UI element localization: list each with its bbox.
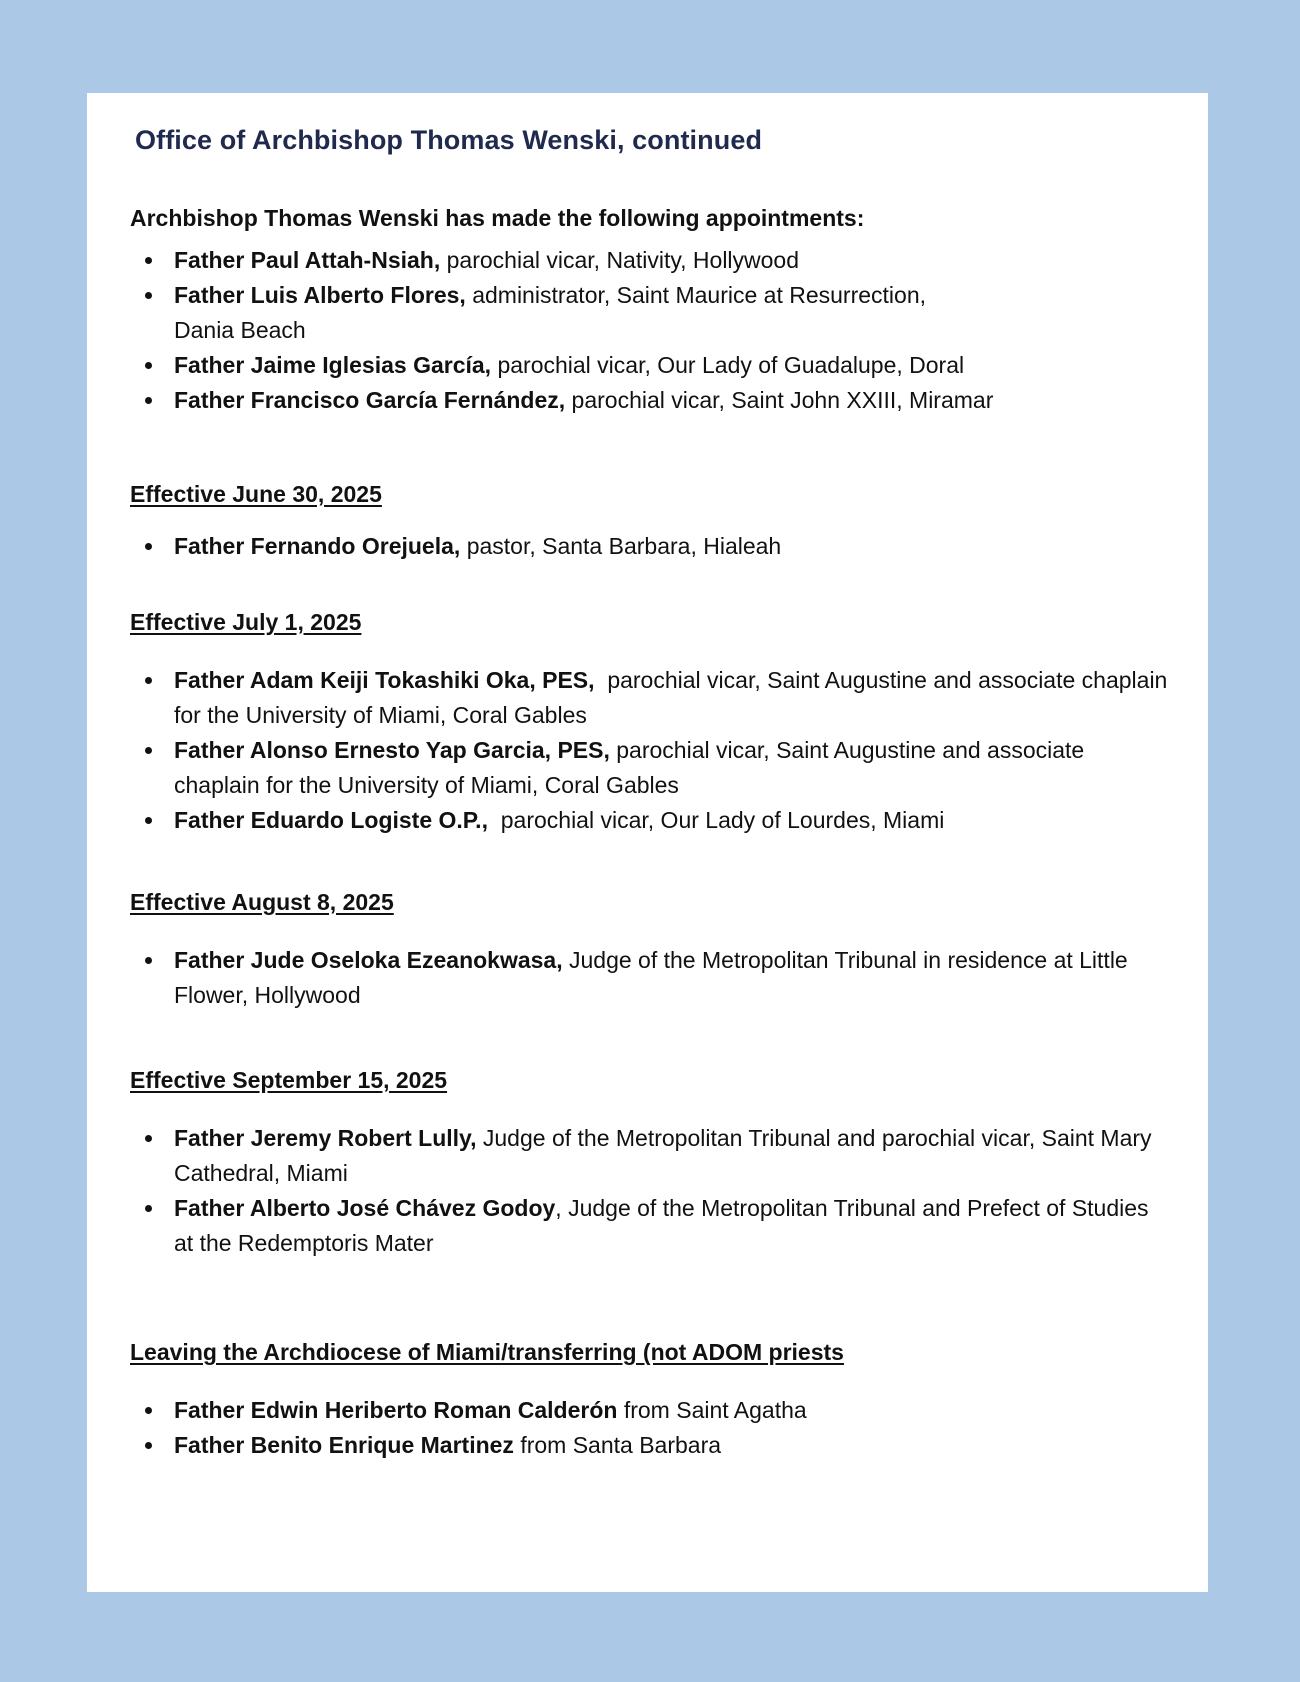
- priest-name: Father Alonso Ernesto Yap Garcia, PES,: [174, 737, 610, 763]
- list-item: [130, 943, 1170, 1013]
- section-heading-june-30: Effective June 30, 2025: [130, 481, 382, 507]
- priest-name: Father Jaime Iglesias García,: [174, 352, 492, 378]
- appointment-role: parochial vicar, Nativity, Hollywood: [446, 247, 800, 273]
- list-item: [130, 1191, 1170, 1261]
- priest-name: Father Alberto José Chávez Godoy: [174, 1195, 556, 1221]
- list-item: [130, 278, 1170, 348]
- list-item: [130, 1393, 1170, 1428]
- section-list-june-30: [130, 529, 1170, 564]
- list-item: [130, 663, 1170, 733]
- appointment-role: parochial vicar, Our Lady of Guadalupe, Doral: [497, 352, 965, 378]
- appointment-role: Judge of the Metropolitan Tribunal and parochial vicar, Saint Mary Cathedral, Miami: [174, 1125, 1152, 1186]
- priest-name: Father Eduardo Logiste O.P.,: [174, 807, 488, 833]
- priest-name: Father Jude Oseloka Ezeanokwasa,: [174, 947, 563, 973]
- appointment-role: Judge of the Metropolitan Tribunal in residence at Little Flower, Hollywood: [174, 947, 1128, 1008]
- section-heading-leaving: Leaving the Archdiocese of Miami/transferring (not ADOM priests: [130, 1339, 844, 1365]
- appointment-role: parochial vicar, Saint Augustine and associate chaplain for the University of Miami, Coral Gables: [174, 737, 1085, 798]
- list-item: [130, 529, 1170, 564]
- appointment-role: from Santa Barbara: [520, 1432, 722, 1458]
- page-title: Office of Archbishop Thomas Wenski, continued: [135, 125, 763, 155]
- appointment-role: pastor, Santa Barbara, Hialeah: [466, 533, 782, 559]
- appointment-role: administrator, Saint Maurice at Resurrection,: [472, 282, 927, 308]
- priest-name: Father Adam Keiji Tokashiki Oka, PES,: [174, 667, 595, 693]
- section-heading-september-15: Effective September 15, 2025: [130, 1067, 448, 1093]
- list-item: [130, 348, 1170, 383]
- section-heading-august-8: Effective August 8, 2025: [130, 889, 394, 915]
- list-item: [130, 243, 1170, 278]
- document-page: [87, 93, 1208, 1592]
- appointment-role: parochial vicar, Saint Augustine and associate chaplain for the University of Miami, Coral Gables: [174, 667, 1168, 728]
- appointment-role: from Saint Agatha: [623, 1397, 807, 1423]
- appointment-role: , Judge of the Metropolitan Tribunal and Prefect of Studies at the Redemptoris Mater: [174, 1195, 1149, 1256]
- priest-name: Father Francisco García Fernández,: [174, 387, 566, 413]
- section-list-september-15: [130, 1121, 1170, 1261]
- list-item: [130, 383, 1170, 418]
- priest-name: Father Benito Enrique Martinez: [174, 1432, 514, 1458]
- appointments-list: [130, 243, 1170, 418]
- intro-text: Archbishop Thomas Wenski has made the following appointments:: [130, 205, 865, 231]
- priest-name: Father Fernando Orejuela,: [174, 533, 461, 559]
- appointment-role: parochial vicar, Saint John XXIII, Miramar: [571, 387, 994, 413]
- appointment-role-continued: Dania Beach: [174, 317, 306, 343]
- list-item: [130, 1428, 1170, 1463]
- section-heading-july-1: Effective July 1, 2025: [130, 609, 362, 635]
- list-item: [130, 733, 1170, 803]
- list-item: [130, 1121, 1170, 1191]
- priest-name: Father Edwin Heriberto Roman Calderón: [174, 1397, 618, 1423]
- section-list-leaving: [130, 1393, 1170, 1463]
- appointment-role: parochial vicar, Our Lady of Lourdes, Miami: [500, 807, 945, 833]
- priest-name: Father Jeremy Robert Lully,: [174, 1125, 477, 1151]
- section-list-july-1: [130, 663, 1170, 838]
- priest-name: Father Paul Attah-Nsiah,: [174, 247, 441, 273]
- list-item: [130, 803, 1170, 838]
- priest-name: Father Luis Alberto Flores,: [174, 282, 466, 308]
- section-list-august-8: [130, 943, 1170, 1013]
